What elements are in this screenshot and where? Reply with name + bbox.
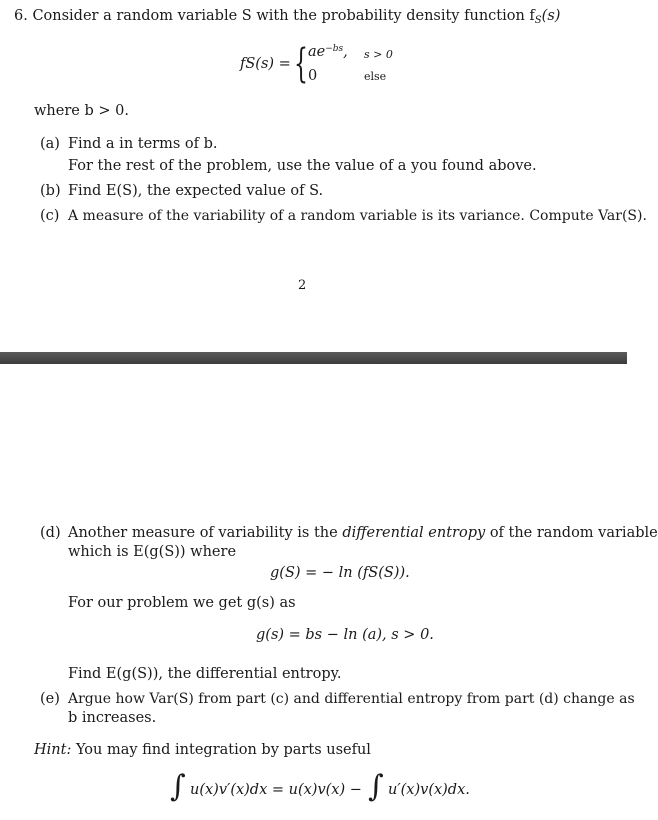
hint-line	[34, 742, 371, 758]
ibp-rhs: u′(x)v(x)dx.	[388, 782, 470, 798]
pdf-lhs: fS(s) =	[240, 56, 291, 72]
left-brace: {	[294, 41, 308, 87]
part-a-text: Find a in terms of b.	[68, 136, 218, 152]
where-text: where b > 0.	[34, 103, 129, 119]
part-b-label: (b)	[40, 183, 61, 199]
g-definition: g(S) = − ln (fS(S)).	[270, 565, 410, 581]
differential-entropy-term: differential entropy	[342, 525, 486, 541]
part-e-line2: b increases.	[68, 710, 157, 726]
case2-condition: else	[364, 70, 387, 83]
find-entropy: Find E(g(S)), the differential entropy.	[68, 666, 342, 682]
case1-condition: s > 0	[364, 48, 393, 61]
hint-label: Hint:	[34, 742, 72, 758]
case1-value: $ae^{-bs}$,	[308, 44, 348, 60]
part-a-label: (a)	[40, 136, 60, 152]
page-number: 2	[298, 278, 307, 293]
part-c-label: (c)	[40, 208, 60, 224]
part-e-label: (e)	[40, 691, 60, 707]
integration-by-parts-formula	[170, 770, 490, 810]
q6-intro-text: 6. Consider a random variable S with the probability density function f	[14, 8, 535, 24]
question-6-intro: 6. Consider a random variable S with the probability density function $f_S(s)$	[14, 8, 561, 26]
g-problem: g(s) = bs − ln (a), s > 0.	[256, 627, 434, 643]
part-c-text: A measure of the variability of a random variable is its variance. Compute Var(S).	[68, 208, 647, 224]
page-divider	[0, 352, 627, 364]
integral-sign-right: ∫	[368, 769, 384, 804]
hint-text: You may find integration by parts useful	[75, 742, 371, 758]
ibp-lhs: u(x)v′(x)dx = u(x)v(x) −	[190, 782, 362, 798]
part-d-line1: Another measure of variability is the differential entropy of the random variable	[68, 525, 658, 541]
part-d-label: (d)	[40, 525, 61, 541]
integral-sign-left: ∫	[170, 769, 186, 804]
part-d-line2: which is E(g(S)) where	[68, 544, 237, 560]
for-our-problem: For our problem we get g(s) as	[68, 595, 296, 611]
part-b-text: Find E(S), the expected value of S.	[68, 183, 324, 199]
part-e-line1: Argue how Var(S) from part (c) and differential entropy from part (d) change as	[68, 691, 635, 707]
part-a-note: For the rest of the problem, use the value of a you found above.	[68, 158, 537, 174]
pdf-definition	[240, 40, 440, 90]
case2-value: 0	[308, 68, 318, 84]
